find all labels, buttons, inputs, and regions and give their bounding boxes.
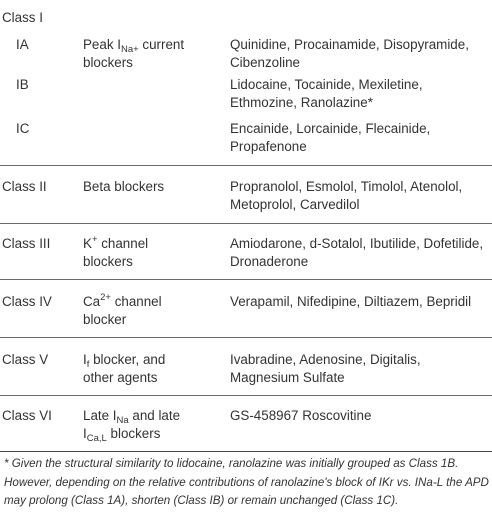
class-ia-label: IA bbox=[16, 37, 29, 52]
class-ia-mechanism-line2: blockers bbox=[83, 55, 133, 70]
class-ic-drugs-line2: Propafenone bbox=[230, 139, 307, 154]
class-v-mechanism-line2: other agents bbox=[83, 370, 158, 385]
class-iv-drugs-line1: Verapamil, Nifedipine, Diltiazem, Bepridil bbox=[230, 294, 472, 309]
class-v-mechanism bbox=[83, 350, 165, 370]
mech-superscript: 2+ bbox=[100, 292, 111, 303]
row-divider bbox=[0, 337, 492, 338]
mech-text: Late I bbox=[83, 408, 117, 423]
table-bottom-rule bbox=[0, 451, 492, 452]
mech-text: current bbox=[138, 37, 185, 52]
class-iv-mechanism bbox=[83, 292, 162, 312]
mech-text: K bbox=[83, 236, 92, 251]
class-ia-drugs-line2: Cibenzoline bbox=[230, 55, 300, 70]
table-footnote: * Given the structural similarity to lidocaine, ranolazine was initially grouped as Class 1B. However, depending on the relative contributions of ranolazine's block of IKr vs. INa-L the APD may prolong (Class 1A), shorten (Class IB) or remain unchanged (Class 1C). bbox=[4, 457, 489, 507]
mech-text: Peak I bbox=[83, 37, 121, 52]
class-iii-mechanism-line2: blockers bbox=[83, 254, 133, 269]
class-ia-mechanism bbox=[83, 35, 184, 55]
mech-subscript: Na bbox=[116, 415, 129, 426]
class-iv-mechanism-line2: blocker bbox=[83, 312, 127, 327]
mech-text: blocker, and bbox=[89, 352, 166, 367]
row-divider bbox=[0, 223, 492, 224]
class-vi-mechanism-line2 bbox=[83, 424, 160, 444]
row-divider bbox=[0, 165, 492, 166]
mech-subscript: f bbox=[86, 359, 90, 370]
class-ib-drugs-line2: Ethmozine, Ranolazine* bbox=[230, 95, 373, 110]
class-v-drugs-line1: Ivabradine, Adenosine, Digitalis, bbox=[230, 352, 421, 367]
class-i-label: Class I bbox=[2, 10, 43, 25]
class-vi-label: Class VI bbox=[2, 408, 52, 423]
mech-text: channel bbox=[97, 236, 149, 251]
mech-text: I bbox=[83, 426, 87, 441]
mech-subscript: Ca,L bbox=[86, 433, 107, 444]
class-ii-drugs-line2: Metoprolol, Carvedilol bbox=[230, 197, 360, 212]
class-iii-drugs-line1: Amiodarone, d-Sotalol, Ibutilide, Dofetilide, bbox=[230, 236, 484, 251]
class-vi-mechanism bbox=[83, 406, 180, 426]
class-ic-drugs-line1: Encainide, Lorcainide, Flecainide, bbox=[230, 121, 431, 136]
row-divider bbox=[0, 395, 492, 396]
class-ic-label: IC bbox=[16, 121, 30, 136]
class-iii-drugs-line2: Dronaderone bbox=[230, 254, 309, 269]
class-v-label: Class V bbox=[2, 352, 49, 367]
row-divider bbox=[0, 279, 492, 280]
class-ii-mechanism: Beta blockers bbox=[83, 179, 165, 194]
mech-text: channel bbox=[110, 294, 162, 309]
class-vi-drugs-line1: GS-458967 Roscovitine bbox=[230, 408, 372, 423]
class-iii-mechanism bbox=[83, 234, 148, 254]
mech-text: Ca bbox=[83, 294, 101, 309]
class-ii-drugs-line1: Propranolol, Esmolol, Timolol, Atenolol, bbox=[230, 179, 463, 194]
class-ib-drugs-line1: Lidocaine, Tocainide, Mexiletine, bbox=[230, 77, 423, 92]
mech-superscript: + bbox=[91, 234, 98, 245]
mech-text: and late bbox=[128, 408, 181, 423]
mech-subscript: Na+ bbox=[120, 44, 139, 55]
class-ii-label: Class II bbox=[2, 179, 47, 194]
class-iii-label: Class III bbox=[2, 236, 51, 251]
mech-text: I bbox=[83, 352, 87, 367]
class-ia-drugs-line1: Quinidine, Procainamide, Disopyramide, bbox=[230, 37, 469, 52]
class-iv-label: Class IV bbox=[2, 294, 52, 309]
class-ib-label: IB bbox=[16, 77, 29, 92]
mech-text: blockers bbox=[106, 426, 161, 441]
class-v-drugs-line2: Magnesium Sulfate bbox=[230, 370, 345, 385]
